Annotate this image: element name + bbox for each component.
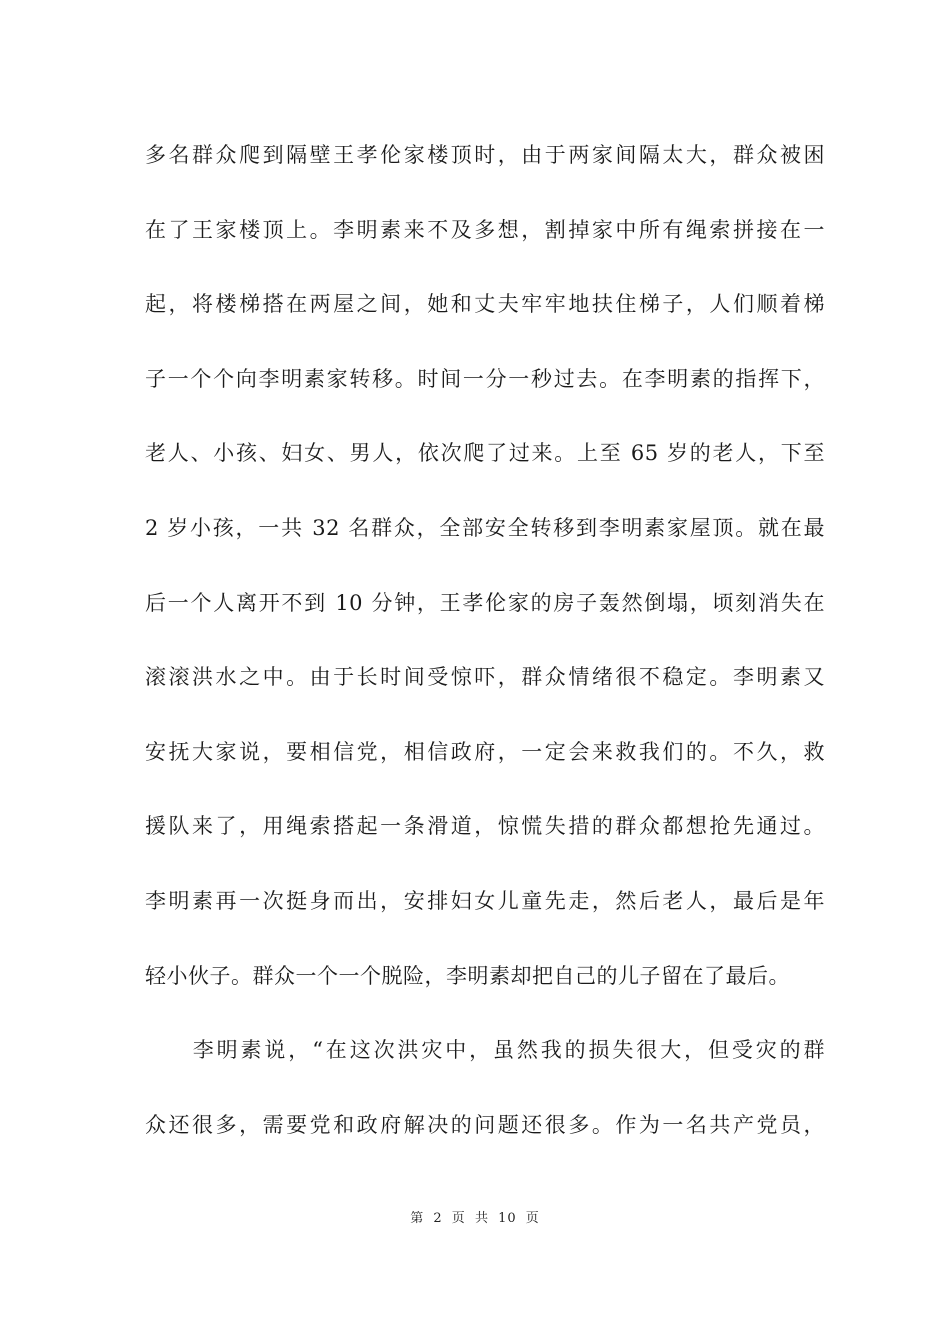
text-line: 援队来了，用绳索搭起一条滑道，惊慌失措的群众都想抢先通过。 xyxy=(145,814,825,839)
text-line: 子一个个向李明素家转移。时间一分一秒过去。在李明素的指挥下， xyxy=(145,366,825,391)
text-line: 多名群众爬到隔壁王孝伦家楼顶时，由于两家间隔太大，群众被困 xyxy=(145,143,825,167)
text-line: 众还很多，需要党和政府解决的问题还很多。作为一名共产党员， xyxy=(145,1112,825,1137)
footer-prefix: 第 xyxy=(410,1211,425,1226)
text-line: 后一个人离开不到 10 分钟，王孝伦家的房子轰然倒塌，顷刻消失在 xyxy=(145,590,825,615)
text-line: 李明素说，“在这次洪灾中，虽然我的损失很大，但受灾的群 xyxy=(145,1038,825,1063)
text-line: 起，将楼梯搭在两屋之间，她和丈夫牢牢地扶住梯子，人们顺着梯 xyxy=(145,292,825,317)
text-line: 滚滚洪水之中。由于长时间受惊吓，群众情绪很不稳定。李明素又 xyxy=(145,665,825,690)
footer-total-word: 共 xyxy=(474,1211,489,1226)
text-line: 轻小伙子。群众一个一个脱险，李明素却把自己的儿子留在了最后。 xyxy=(145,963,790,988)
footer-suffix: 页 xyxy=(525,1211,540,1226)
footer-page-word: 页 xyxy=(451,1211,466,1226)
body-text xyxy=(145,131,825,1175)
page-footer xyxy=(0,1207,950,1226)
text-line: 李明素再一次挺身而出，安排妇女儿童先走，然后老人，最后是年 xyxy=(145,888,825,913)
text-line: 安抚大家说，要相信党，相信政府，一定会来救我们的。不久，救 xyxy=(145,739,825,764)
text-line: 在了王家楼顶上。李明素来不及多想，割掉家中所有绳索拼接在一 xyxy=(145,217,825,242)
footer-current-page: 2 xyxy=(433,1211,443,1226)
text-line: 老人、小孩、妇女、男人，依次爬了过来。上至 65 岁的老人，下至 xyxy=(145,441,825,466)
text-line: 2 岁小孩，一共 32 名群众，全部安全转移到李明素家屋顶。就在最 xyxy=(145,515,825,540)
footer-total-pages: 10 xyxy=(498,1211,517,1226)
